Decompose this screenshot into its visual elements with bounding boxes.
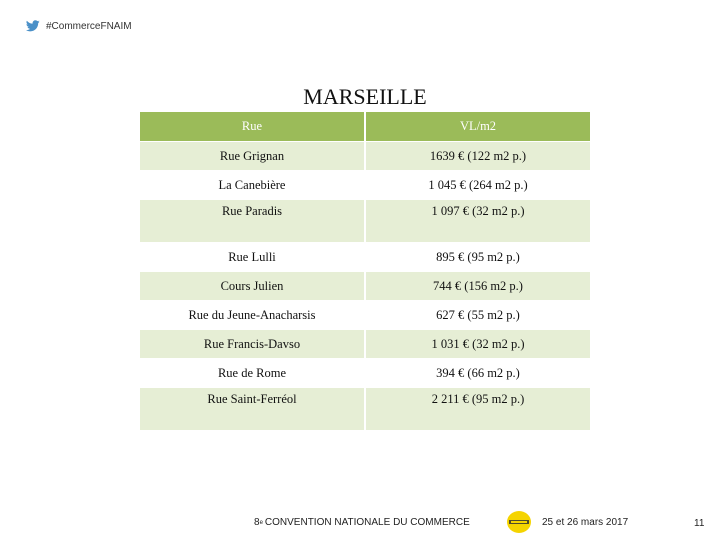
column-header-street: Rue xyxy=(140,112,365,142)
fnaim-logo-icon xyxy=(505,510,533,534)
table-header-row xyxy=(140,112,590,142)
street-cell: Rue Francis-Davso xyxy=(140,330,365,359)
edition-superscript: e xyxy=(259,519,263,526)
table-row xyxy=(140,142,590,171)
table-row xyxy=(140,272,590,301)
value-cell: 394 € (66 m2 p.) xyxy=(365,359,590,388)
value-cell: 627 € (55 m2 p.) xyxy=(365,301,590,330)
column-header-value: VL/m2 xyxy=(365,112,590,142)
street-cell: Rue Lulli xyxy=(140,243,365,272)
price-table xyxy=(140,112,590,430)
table-row xyxy=(140,388,590,431)
twitter-bird-icon xyxy=(26,20,40,32)
value-cell: 1 097 € (32 m2 p.) xyxy=(365,200,590,243)
street-cell: Rue du Jeune-Anacharsis xyxy=(140,301,365,330)
page-number: 11 xyxy=(694,518,705,529)
street-cell: Rue Grignan xyxy=(140,142,365,171)
table-row xyxy=(140,171,590,200)
value-cell: 2 211 € (95 m2 p.) xyxy=(365,388,590,431)
table-row xyxy=(140,301,590,330)
value-cell: 1 031 € (32 m2 p.) xyxy=(365,330,590,359)
street-cell: Rue Saint-Ferréol xyxy=(140,388,365,431)
table-row xyxy=(140,200,590,243)
value-cell: 744 € (156 m2 p.) xyxy=(365,272,590,301)
street-cell: Rue de Rome xyxy=(140,359,365,388)
page-title: MARSEILLE xyxy=(303,84,427,109)
hashtag-text: #CommerceFNAIM xyxy=(46,20,132,32)
street-cell: Rue Paradis xyxy=(140,200,365,243)
value-cell: 895 € (95 m2 p.) xyxy=(365,243,590,272)
table-row xyxy=(140,330,590,359)
street-cell: La Canebière xyxy=(140,171,365,200)
convention-title: CONVENTION NATIONALE DU COMMERCE xyxy=(264,517,470,528)
table-row xyxy=(140,243,590,272)
hashtag-header xyxy=(26,18,132,34)
street-cell: Cours Julien xyxy=(140,272,365,301)
footer-convention xyxy=(254,517,470,528)
value-cell: 1 045 € (264 m2 p.) xyxy=(365,171,590,200)
table-row xyxy=(140,359,590,388)
footer-date: 25 et 26 mars 2017 xyxy=(542,517,629,528)
value-cell: 1639 € (122 m2 p.) xyxy=(365,142,590,171)
edition-number: 8 xyxy=(254,517,260,528)
